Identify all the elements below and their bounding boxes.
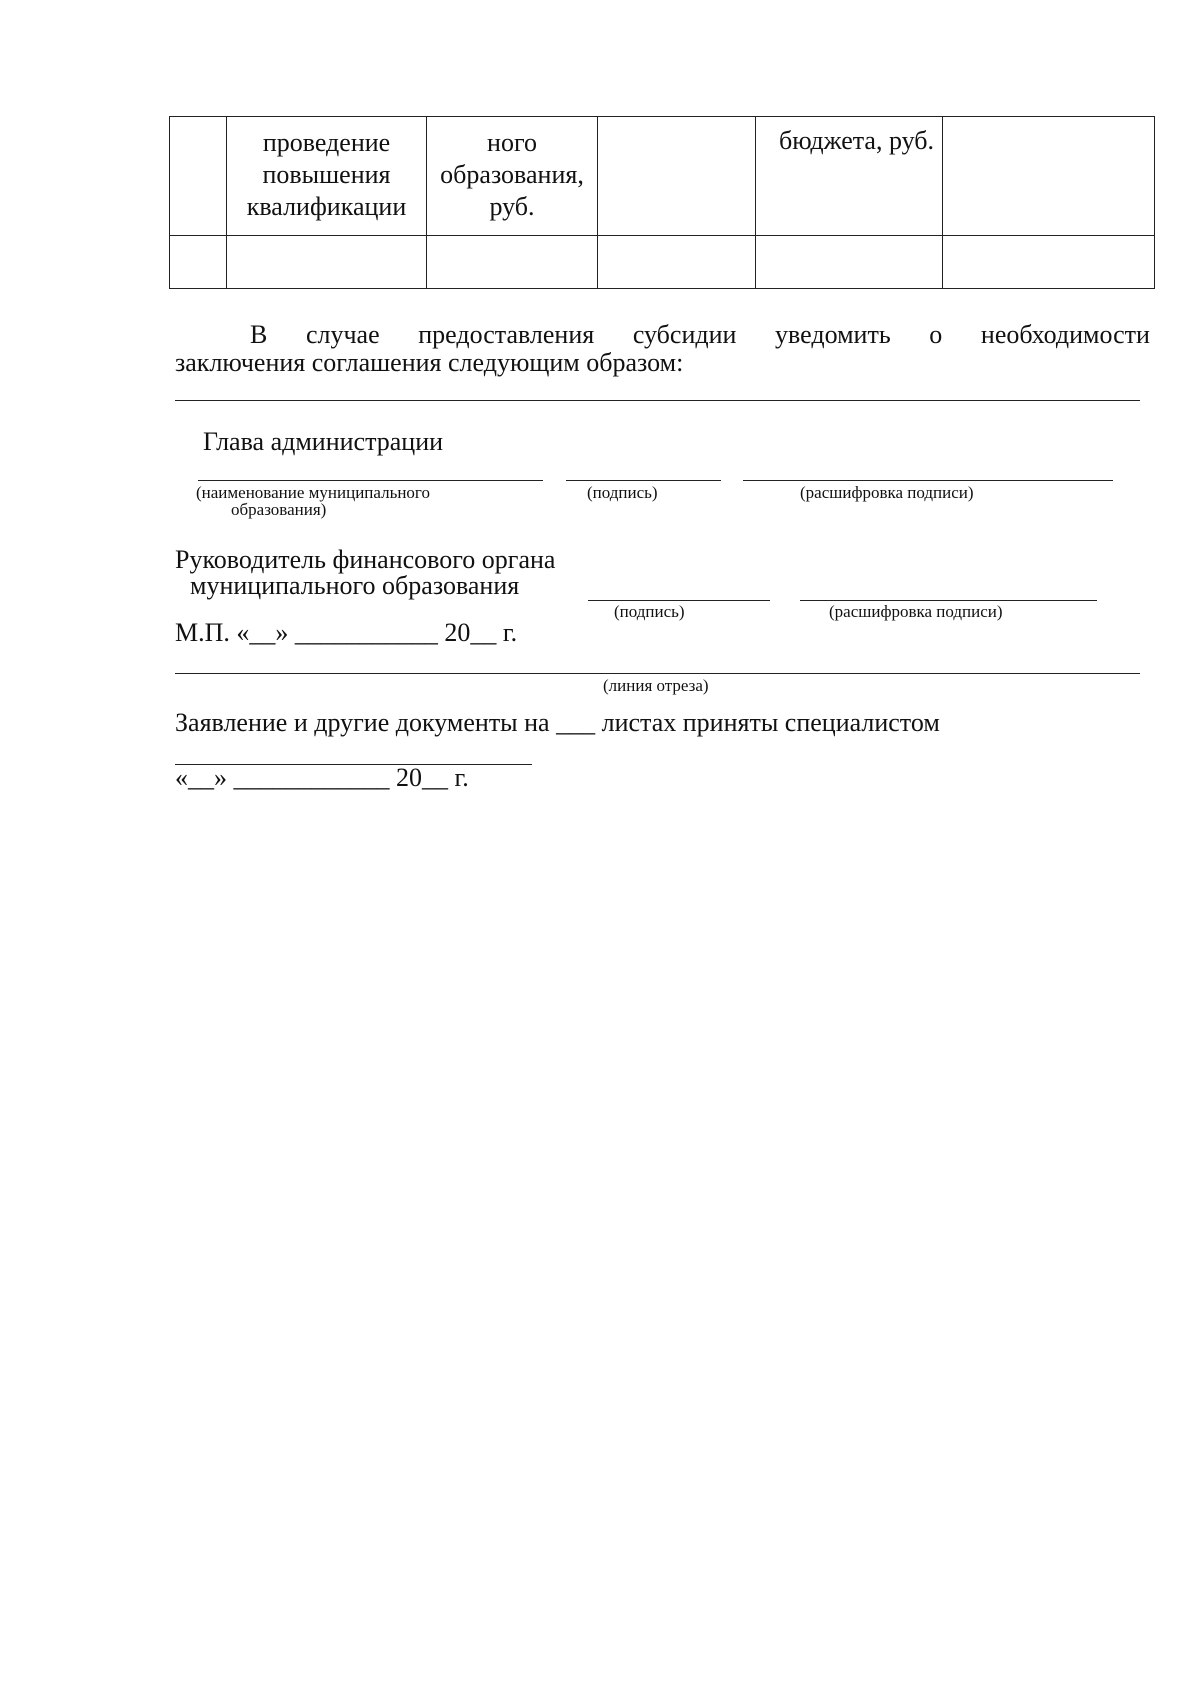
word: случае: [305, 320, 380, 349]
table-cell: [598, 236, 756, 289]
table-cell: [756, 236, 943, 289]
table-cell: [170, 117, 227, 236]
table-cell: [943, 117, 1155, 236]
notice-paragraph-line-1: [250, 320, 1150, 350]
receipt-statement: Заявление и другие документы на ___ листах приняты специалистом: [175, 708, 940, 737]
table-cell: [227, 117, 427, 236]
finance-decode-line: [800, 600, 1097, 601]
finance-title-line-2: муниципального образования: [190, 571, 520, 600]
word: о: [929, 320, 943, 349]
cut-line-caption: (линия отреза): [603, 676, 709, 695]
cell-line: квалификации: [246, 192, 407, 221]
head-title: Глава администрации: [203, 427, 444, 456]
cell-line: проведение: [262, 128, 391, 157]
cut-line: [175, 673, 1140, 674]
cell-line: ного: [487, 128, 537, 157]
table-cell: [427, 117, 598, 236]
head-signature-line: [566, 480, 721, 481]
table-cell: [756, 117, 943, 236]
table-row: [170, 236, 1155, 289]
word: необходимости: [980, 320, 1150, 349]
table-cell: [227, 236, 427, 289]
table-cell: [170, 236, 227, 289]
table-cell: [943, 236, 1155, 289]
head-decode-caption: (расшифровка подписи): [800, 483, 974, 502]
municipality-name-line: [198, 480, 543, 481]
cell-line: образования,: [440, 160, 584, 189]
word: предоставления: [418, 320, 595, 349]
finance-signature-caption: (подпись): [614, 602, 685, 621]
cell-line: руб.: [489, 192, 535, 221]
municipality-name-caption-2: образования): [231, 500, 327, 519]
table-cell: [427, 236, 598, 289]
cell-line: повышения: [262, 160, 391, 189]
subsidy-table: [169, 116, 1155, 289]
finance-title-line-1: Руководитель финансового органа: [175, 545, 556, 574]
receipt-date: «__» ____________ 20__ г.: [175, 763, 469, 792]
municipality-name-caption: (наименование муниципального: [196, 483, 430, 502]
finance-signature-line: [588, 600, 770, 601]
notice-fill-line: [175, 400, 1140, 401]
cell-line: бюджета, руб.: [779, 126, 934, 155]
head-decode-line: [743, 480, 1113, 481]
word: субсидии: [632, 320, 737, 349]
notice-paragraph-line-2: заключения соглашения следующим образом:: [175, 348, 684, 377]
finance-decode-caption: (расшифровка подписи): [829, 602, 1003, 621]
head-signature-caption: (подпись): [587, 483, 658, 502]
table-cell: [598, 117, 756, 236]
word: уведомить: [775, 320, 891, 349]
stamp-date-line: М.П. «__» ___________ 20__ г.: [175, 618, 518, 647]
word: В: [250, 320, 268, 349]
table-row: [170, 117, 1155, 236]
